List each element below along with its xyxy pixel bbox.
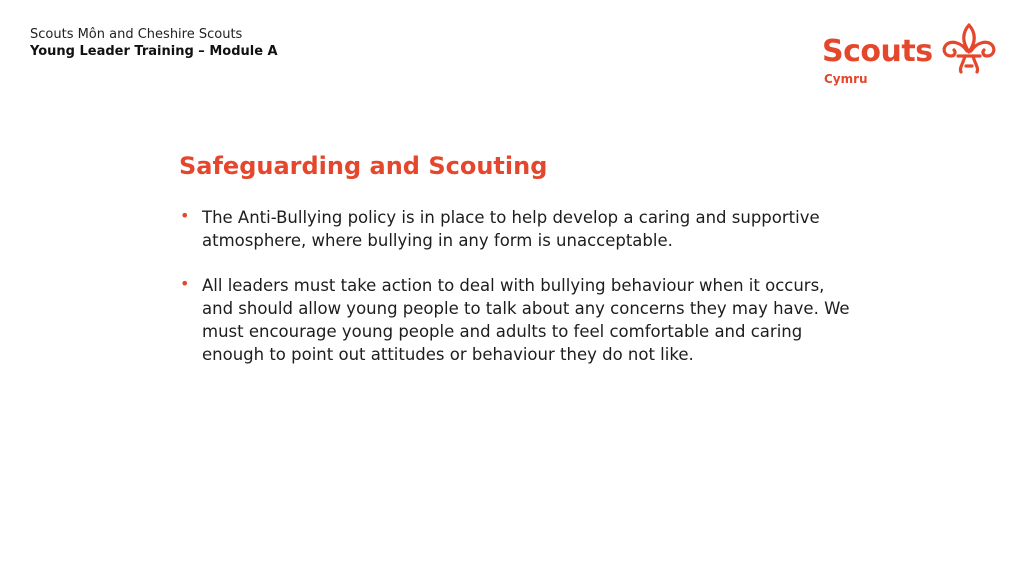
fleur-de-lis-icon [941,22,997,76]
organisation-name: Scouts Môn and Cheshire Scouts [30,27,243,42]
bullet-list [180,206,860,388]
bullet-text: The Anti-Bullying policy is in place to help develop a caring and supportive atmosphere, where bullying in any form is unacceptable. [202,208,820,250]
slide-header [30,27,278,61]
bullet-text: All leaders must take action to deal with bullying behaviour when it occurs, and should allow young people to talk about any concerns they may have. We must encourage young people and adults to feel comfortable and caring enough to point out attitudes or behaviour they do not like. [202,276,850,364]
list-item [180,206,860,252]
slide-title: Safeguarding and Scouting [179,152,548,180]
logo-subtitle: Cymru [824,72,868,86]
course-title: Young Leader Training – Module A [30,44,278,59]
logo-wordmark: Scouts [822,34,933,69]
bullet-icon: • [180,274,190,293]
bullet-icon: • [180,206,190,225]
list-item [180,274,860,366]
scouts-cymru-logo [822,22,997,88]
